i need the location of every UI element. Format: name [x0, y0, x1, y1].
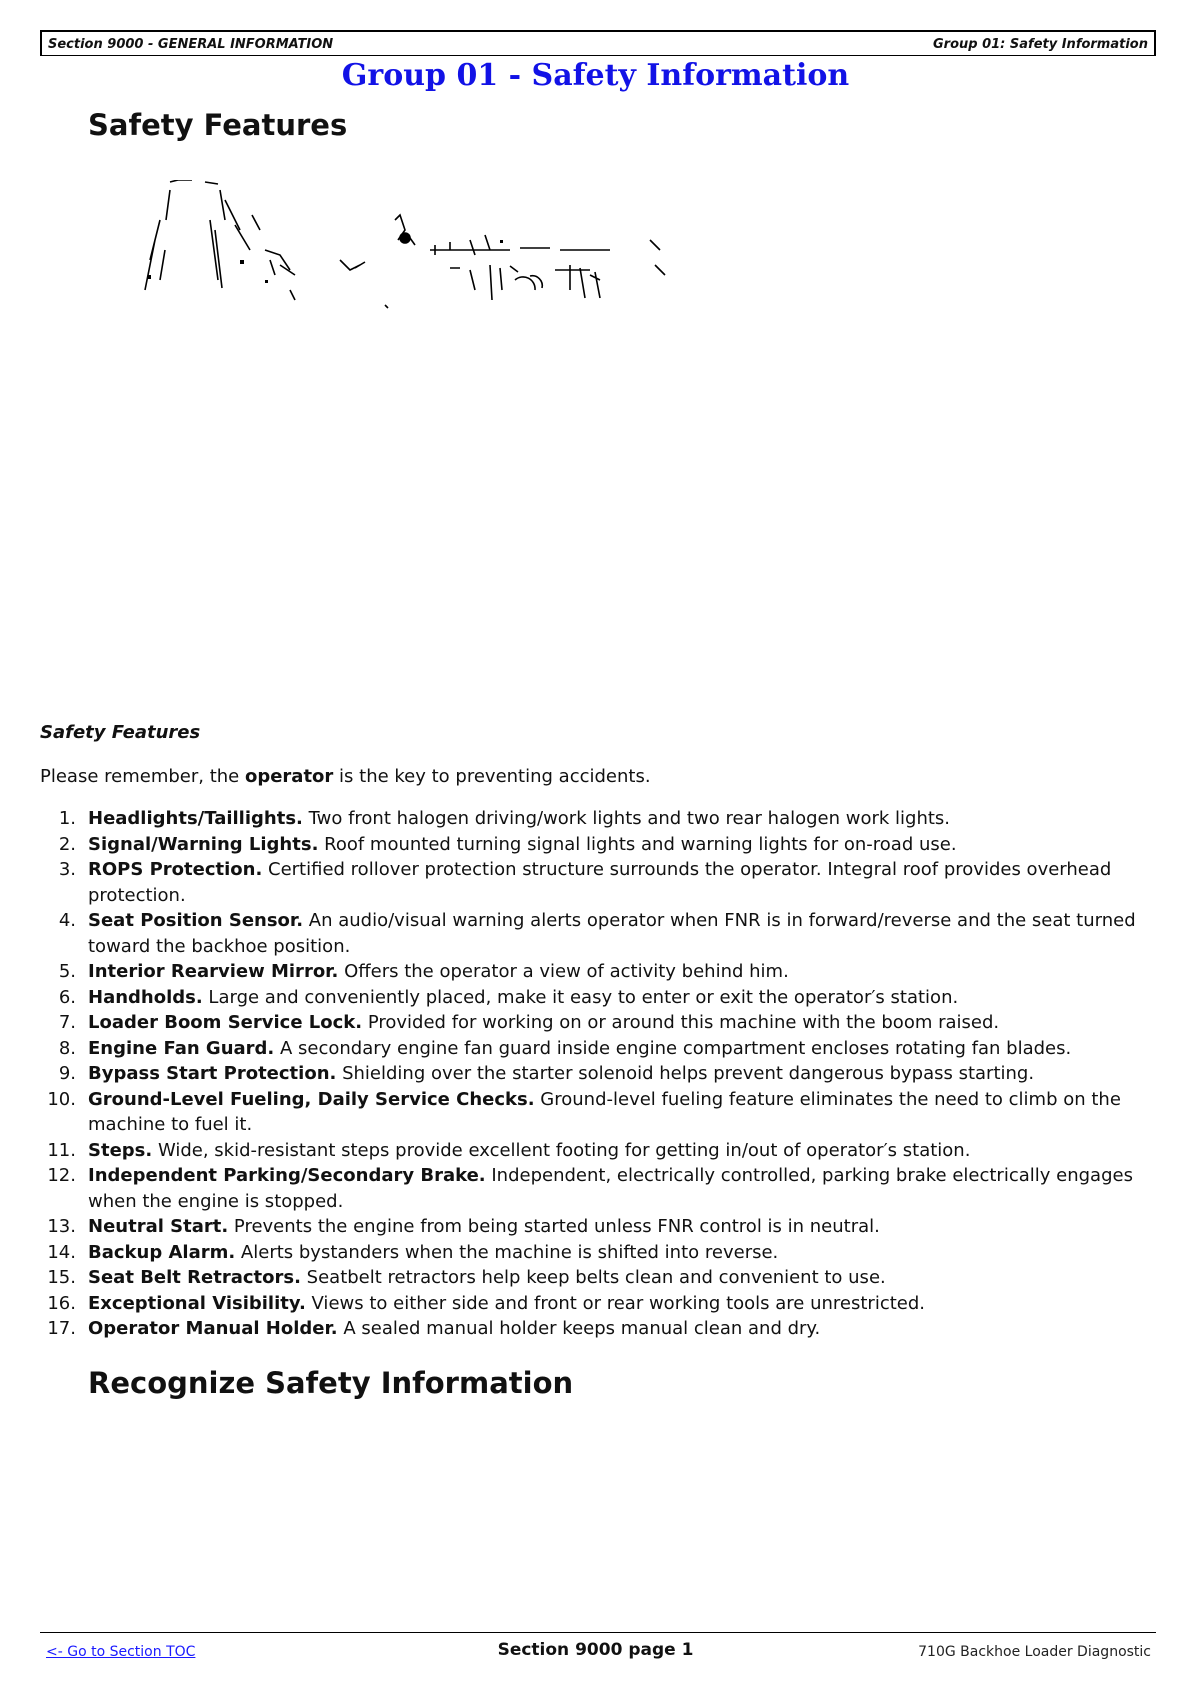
item-text: Ground-level fueling feature eliminates the need to climb on the machine to fuel it.	[88, 1088, 1121, 1135]
list-item	[40, 1010, 1156, 1036]
item-text: Offers the operator a view of activity behind him.	[338, 961, 789, 982]
item-text: Certified rollover protection structure surrounds the operator. Integral roof provides overhead protection.	[88, 859, 1112, 906]
item-text: Provided for working on or around this machine with the boom raised.	[362, 1012, 1000, 1033]
list-item	[40, 806, 1156, 832]
item-label: Handholds.	[88, 986, 203, 1008]
list-item	[40, 1138, 1156, 1164]
list-item	[40, 1087, 1156, 1138]
list-item	[40, 1036, 1156, 1062]
item-number: 14.	[47, 1241, 76, 1263]
item-number: 5.	[58, 961, 76, 982]
item-text: A sealed manual holder keeps manual clean and dry.	[337, 1318, 821, 1339]
group-title: Group 01 - Safety Information	[341, 58, 850, 93]
intro-after: is the key to preventing accidents.	[333, 766, 651, 787]
item-text: Independent, electrically controlled, parking brake electrically engages when the engine is stopped.	[88, 1165, 1133, 1212]
item-number: 4.	[58, 910, 76, 931]
item-label: Operator Manual Holder.	[88, 1318, 338, 1339]
item-label: Seat Position Sensor.	[88, 910, 304, 931]
section-toc-link[interactable]: <- Go to Section TOC	[46, 1644, 196, 1660]
item-text: Views to either side and front or rear working tools are unrestricted.	[305, 1292, 925, 1314]
item-label: ROPS Protection.	[88, 859, 263, 880]
list-item	[40, 1061, 1156, 1087]
item-text: An audio/visual warning alerts operator when FNR is in forward/reverse and the seat turned toward the backhoe position.	[88, 910, 1136, 957]
list-item	[40, 1291, 1156, 1317]
list-item	[40, 908, 1156, 959]
header-group: Group 01: Safety Information	[932, 37, 1148, 52]
heading-recognize-safety-information: Recognize Safety Information	[88, 1366, 574, 1400]
item-number: 17.	[47, 1318, 76, 1339]
item-number: 2.	[58, 833, 76, 855]
item-label: Signal/Warning Lights.	[88, 833, 319, 855]
item-text: Large and conveniently placed, make it easy to enter or exit the operator′s station.	[202, 986, 959, 1008]
item-label: Headlights/Taillights.	[88, 808, 303, 829]
item-label: Engine Fan Guard.	[88, 1037, 275, 1059]
item-label: Exceptional Visibility.	[88, 1292, 306, 1314]
item-text: Shielding over the starter solenoid helps prevent dangerous bypass starting.	[336, 1063, 1035, 1084]
item-number: 7.	[58, 1012, 76, 1033]
item-text: Seatbelt retractors help keep belts clean and convenient to use.	[300, 1267, 886, 1288]
item-label: Neutral Start.	[88, 1216, 229, 1237]
item-number: 11.	[47, 1139, 76, 1161]
list-item	[40, 857, 1156, 908]
heading-safety-features: Safety Features	[88, 108, 348, 142]
item-label: Interior Rearview Mirror.	[88, 961, 339, 982]
header-section: Section 9000 - GENERAL INFORMATION	[48, 37, 334, 52]
item-label: Bypass Start Protection.	[88, 1063, 337, 1084]
item-label: Seat Belt Retractors.	[88, 1267, 301, 1288]
intro-bold: operator	[244, 766, 334, 787]
item-number: 6.	[58, 986, 76, 1008]
item-number: 15.	[47, 1267, 76, 1288]
item-number: 9.	[58, 1063, 76, 1084]
item-text: A secondary engine fan guard inside engine compartment encloses rotating fan blades.	[274, 1037, 1072, 1059]
item-label: Independent Parking/Secondary Brake.	[88, 1165, 486, 1186]
footer-divider	[40, 1632, 1156, 1633]
list-item	[40, 832, 1156, 858]
item-label: Steps.	[88, 1139, 153, 1161]
list-item	[40, 1316, 1156, 1342]
list-item	[40, 1214, 1156, 1240]
item-number: 13.	[47, 1216, 76, 1237]
intro-before: Please remember, the	[40, 766, 245, 787]
list-item	[40, 1240, 1156, 1266]
item-number: 8.	[58, 1037, 76, 1059]
item-text: Two front halogen driving/work lights and two rear halogen work lights.	[302, 808, 951, 829]
intro-paragraph	[40, 766, 651, 787]
machine-illustration-icon	[130, 180, 730, 340]
list-item	[40, 1265, 1156, 1291]
item-number: 1.	[58, 808, 76, 829]
item-label: Ground-Level Fueling, Daily Service Checks.	[88, 1088, 535, 1110]
safety-features-list	[40, 806, 1156, 1342]
item-number: 12.	[47, 1165, 76, 1186]
item-text: Prevents the engine from being started unless FNR control is in neutral.	[228, 1216, 880, 1237]
item-label: Backup Alarm.	[88, 1241, 236, 1263]
item-number: 16.	[47, 1292, 76, 1314]
document-name: 710G Backhoe Loader Diagnostic	[918, 1644, 1151, 1660]
item-text: Roof mounted turning signal lights and warning lights for on-road use.	[318, 833, 957, 855]
item-number: 3.	[58, 859, 76, 880]
list-item	[40, 959, 1156, 985]
item-text: Alerts bystanders when the machine is shifted into reverse.	[235, 1241, 779, 1263]
figure-caption: Safety Features	[40, 722, 201, 743]
item-number: 10.	[47, 1088, 76, 1110]
page-header	[40, 30, 1156, 56]
list-item	[40, 985, 1156, 1011]
list-item	[40, 1163, 1156, 1214]
item-text: Wide, skid-resistant steps provide excellent footing for getting in/out of operator′s station.	[152, 1139, 971, 1161]
item-label: Loader Boom Service Lock.	[88, 1012, 363, 1033]
page-number: Section 9000 page 1	[497, 1640, 694, 1660]
